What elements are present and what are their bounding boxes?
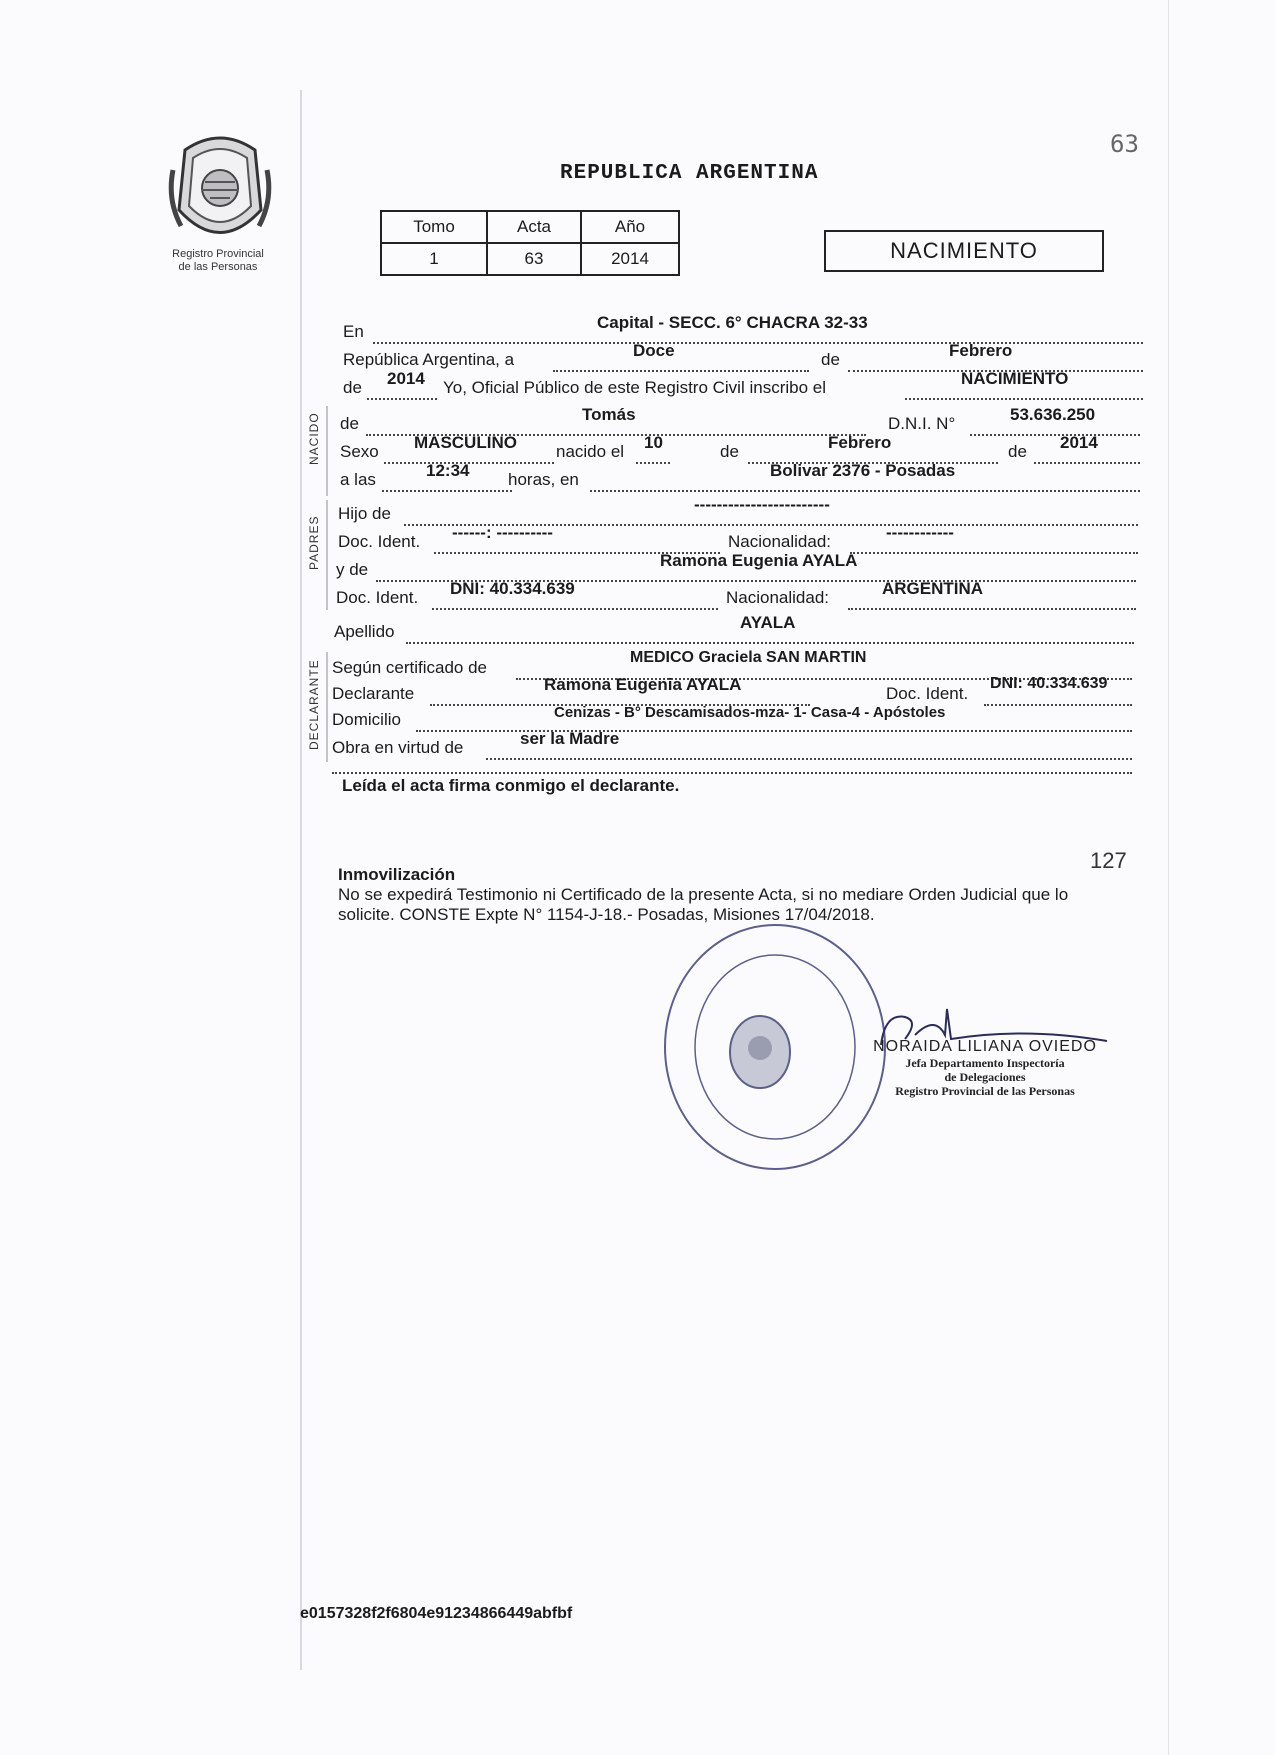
logo-caption [138,248,298,274]
signatory-role: de Delegaciones [944,1070,1026,1084]
label-nacido-el: nacido el [556,442,625,461]
logo-caption-line: de las Personas [178,261,258,273]
side-label-declarante: DECLARANTE [307,659,321,750]
form-row-inscripcion [343,369,1143,402]
registry-header-tomo: Tomo [381,211,487,243]
field-certificado: MEDICO Graciela SAN MARTIN [630,649,867,666]
handwritten-mark: 127 [1090,848,1127,873]
field-apellido: AYALA [740,613,796,632]
form-row-en [343,313,1143,346]
field-padre-nacionalidad: ------------ [886,523,954,542]
field-nombre: Tomás [582,405,636,424]
dotted-leader [850,552,1138,554]
inmovilizacion-block [338,865,1098,925]
dotted-leader [553,370,809,372]
document-hash: e0157328f2f6804e91234866449abfbf [300,1605,573,1622]
registry-value-tomo: 1 [381,243,487,275]
label-doc-ident: Doc. Ident. [886,684,969,703]
label-nacionalidad: Nacionalidad: [726,588,830,607]
field-sexo: MASCULINO [414,433,517,452]
registry-header-row [381,211,679,243]
label-de: de [340,414,359,433]
registry-value-anio: 2014 [581,243,679,275]
label-a-las: a las [340,470,376,489]
form-row-domicilio [332,704,1132,734]
dotted-leader [486,758,1132,760]
field-declarante: Ramona Eugenia AYALA [544,675,742,694]
label-obra: Obra en virtud de [332,738,464,757]
leida-statement: Leída el acta firma conmigo el declarante. [342,776,680,795]
label-de: de [821,350,840,369]
inmovilizacion-title: Inmovilización [338,865,456,884]
registry-header-acta: Acta [487,211,581,243]
form-row-obra [332,729,1132,762]
field-padre-doc: ------: ---------- [452,523,553,542]
field-madre-doc: DNI: 40.334.639 [450,579,575,598]
dotted-leader [984,704,1132,706]
label-republica: República Argentina, a [343,350,515,369]
label-de: de [343,378,362,397]
dotted-leader [848,608,1136,610]
field-nacido-anio: 2014 [1060,433,1098,452]
label-de: de [1008,442,1027,461]
field-hora: 12:34 [426,461,470,480]
field-lugar-registro: Capital - SECC. 6° CHACRA 32-33 [597,313,868,332]
field-anio: 2014 [387,369,425,388]
dotted-leader [1034,462,1140,464]
label-dni: D.N.I. N° [888,414,956,433]
left-margin-line [300,90,302,1670]
form-row-apellido [334,613,1134,646]
field-dni: 53.636.250 [1010,405,1096,424]
field-dia: Doce [633,341,675,360]
label-en: En [343,322,364,341]
document-title: REPUBLICA ARGENTINA [560,162,819,185]
inmovilizacion-text: No se expedirá Testimonio ni Certificado de la presente Acta, si no mediare Orden Judicial que lo solicite. CONSTE Expte N° 1154-J-18.- Posadas, Misiones 17/04/2018. [338,885,1069,924]
signature-block [870,1038,1100,1098]
form-row-hora [340,461,1140,494]
label-de: de [720,442,739,461]
padres-bracket [326,500,328,610]
side-label-nacido: NACIDO [307,412,321,465]
field-nacido-dia: 10 [644,433,663,452]
official-stamp-icon [660,920,890,1175]
signatory-role: Registro Provincial de las Personas [895,1084,1075,1098]
registry-header-anio: Año [581,211,679,243]
field-madre-nacionalidad: ARGENTINA [882,579,984,598]
dotted-leader [432,608,718,610]
field-mes: Febrero [949,341,1013,360]
dotted-leader [373,342,1143,344]
dotted-leader [590,490,1140,492]
logo-caption-line: Registro Provincial [172,248,264,260]
label-horas-en: horas, en [508,470,579,489]
dotted-leader [970,434,1140,436]
label-declarante: Declarante [332,684,415,703]
dotted-leader [636,462,670,464]
province-coat-of-arms-icon [165,130,275,250]
declarante-bracket [326,652,328,762]
label-sexo: Sexo [340,442,379,461]
record-type-box: NACIMIENTO [824,230,1104,272]
dotted-leader [367,398,437,400]
field-obra: ser la Madre [520,729,620,748]
field-lugar-nacimiento: Bolivar 2376 - Posadas [770,461,956,480]
label-doc-ident: Doc. Ident. [336,588,419,607]
page-number: 63 [1110,130,1139,158]
dotted-leader [905,398,1143,400]
field-padre: ------------------------ [694,495,830,514]
registry-value-row [381,243,679,275]
signatory-name: NORAIDA LILIANA OVIEDO [873,1038,1097,1055]
label-y-de: y de [336,560,369,579]
label-hijo-de: Hijo de [338,504,391,523]
label-inscribo: Yo, Oficial Público de este Registro Civil inscribo el [443,378,826,397]
label-nacionalidad: Nacionalidad: [728,532,832,551]
field-madre: Ramona Eugenia AYALA [660,551,858,570]
field-domicilio: Cenizas - B° Descamisados-mza- 1- Casa-4 - Apóstoles [554,704,946,721]
dotted-leader [332,772,1132,774]
page-edge [1168,0,1169,1755]
label-segun-certificado: Según certificado de [332,658,487,677]
registry-value-acta: 63 [487,243,581,275]
dotted-leader [406,642,1134,644]
label-domicilio: Domicilio [332,710,401,729]
field-tipo-inscripcion: NACIMIENTO [961,369,1069,388]
field-nacido-mes: Febrero [828,433,892,452]
form-row-madre-doc [336,579,1136,612]
nacido-bracket [326,406,328,496]
registry-table [380,210,680,276]
field-declarante-doc: DNI: 40.334.639 [990,675,1108,692]
side-label-padres: PADRES [307,515,321,570]
label-doc-ident: Doc. Ident. [338,532,421,551]
label-apellido: Apellido [334,622,395,641]
signatory-role: Jefa Departamento Inspectoría [905,1056,1065,1070]
dotted-leader [382,490,512,492]
